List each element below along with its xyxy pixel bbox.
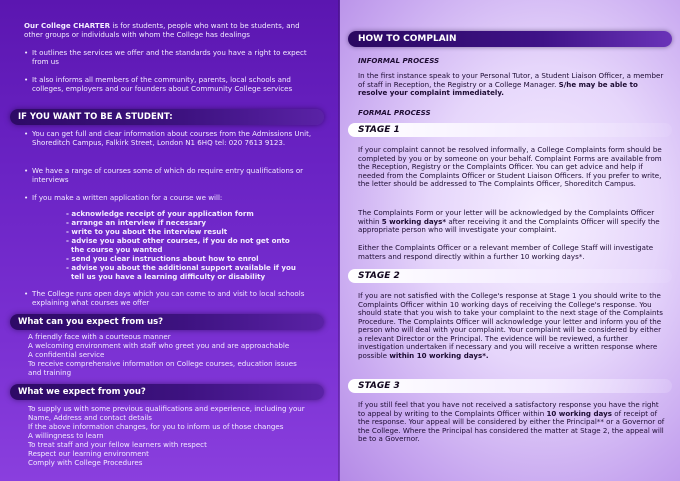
we-expect-item: If the above information changes, for you to inform us of those changes <box>28 422 284 431</box>
stage-3-paragraph <box>358 401 666 444</box>
student-bullet-1 <box>24 130 320 147</box>
how-to-complain-heading: HOW TO COMPLAIN <box>348 31 672 47</box>
application-list-item: - advise you about other courses, if you do not get onto <box>66 236 290 245</box>
stage-1-paragraph-2 <box>358 209 666 235</box>
expect-item: A confidential service <box>28 350 105 359</box>
bullet-icon: • <box>24 48 29 57</box>
student-bullet-2 <box>24 167 320 184</box>
intro-bullet-1 <box>24 49 320 66</box>
stage-1-p2-text: The Complaints Form or your letter will be acknowledged by the Complaints Officer within <box>358 208 655 226</box>
bullet-icon: • <box>24 166 29 175</box>
we-expect-item: Respect our learning environment <box>28 449 149 458</box>
expect-section-heading: What can you expect from us? <box>10 314 324 330</box>
expect-item: A welcoming environment with staff who greet you and are approachable <box>28 341 290 350</box>
expect-item: A friendly face with a courteous manner <box>28 332 171 341</box>
we-expect-item: To treat staff and your fellow learners with respect <box>28 440 207 449</box>
stage-1-paragraph-3: Either the Complaints Officer or a relevant member of College Staff will investigate matters and respond directly within a further 10 working days*. <box>358 243 654 261</box>
charter-intro-text: is for students, people who want to be students, and other groups or individuals with whom the College has dealings <box>24 21 300 39</box>
right-page <box>340 0 680 481</box>
bullet-icon: • <box>24 193 29 202</box>
we-expect-section-heading: What we expect from you? <box>10 384 324 400</box>
student-bullet-text: We have a range of courses some of which do require entry qualifications or interviews <box>32 166 304 184</box>
application-list-item: - send you clear instructions about how to enrol <box>66 254 259 263</box>
stage-1-heading: STAGE 1 <box>348 123 672 137</box>
we-expect-item: To supply us with some previous qualifications and experience, including your <box>28 404 305 413</box>
bullet-icon: • <box>24 75 29 84</box>
student-bullet-text: If you make a written application for a course we will: <box>32 193 223 202</box>
intro-bullet-2 <box>24 76 320 93</box>
informal-bold: S/he may be able to resolve your complaint immediately. <box>358 79 638 97</box>
stage-1-p2-rest: after receiving it and the Complaints Officer will specify the appropriate person who will investigate your complaint. <box>358 216 660 234</box>
expect-item: and training <box>28 368 72 377</box>
intro-bullet-text: It also informs all members of the community, parents, local schools and colleges, employers and our founders about Community College services <box>32 75 293 93</box>
stage-3-heading: STAGE 3 <box>348 379 672 393</box>
application-list-item: - arrange an interview if necessary <box>66 218 206 227</box>
informal-process-label: INFORMAL PROCESS <box>358 56 440 65</box>
application-list-item: tell us you have a learning difficulty or disability <box>66 272 266 281</box>
application-list-item: - acknowledge receipt of your application form <box>66 209 254 218</box>
stage-1-p2-bold: 5 working days* <box>381 216 447 226</box>
student-bullet-3 <box>24 194 320 203</box>
expect-item: To receive comprehensive information on College courses, education issues <box>28 359 297 368</box>
stage-3-bold: 10 working days <box>546 408 612 418</box>
charter-intro <box>24 22 320 39</box>
stage-3-rest: of receipt of the response. Your appeal will be considered by either the Principal** or a Governor of the College. Where the Principal has considered the matter at Stage 2, the appeal will be to a Governor. <box>358 408 665 443</box>
bullet-icon: • <box>24 129 29 138</box>
we-expect-item: Comply with College Procedures <box>28 458 143 467</box>
we-expect-item: Name, Address and contact details <box>28 413 152 422</box>
intro-bullet-text: It outlines the services we offer and the standards you have a right to expect from us <box>32 48 307 66</box>
stage-3-text: If you still feel that you have not received a satisfactory response you have the right to appeal by writing to the Complaints Officer within <box>358 400 659 418</box>
application-list-item: - advise you about the additional support available if you <box>66 263 296 272</box>
stage-2-paragraph <box>358 292 666 360</box>
application-list-item: - write to you about the interview result <box>66 227 228 236</box>
student-bullet-text: You can get full and clear information about courses from the Admissions Unit, Shoreditch Campus, Falkirk Street, London N1 6HQ tel: 020 7613 9123. <box>32 129 312 147</box>
student-section-heading: IF YOU WANT TO BE A STUDENT: <box>10 109 324 125</box>
informal-process-text <box>358 72 666 98</box>
stage-2-text: If you are not satisfied with the College's response at Stage 1 you should write to the Complaints Officer within 10 working days of receiving the College's response. You should state that you wish to take your complaint to the next stage of the Complaints Procedure. The Complaints Officer will acknowledge your letter and inform you of the person who will deal with your complaint. Your complaint will be considered by either a relevant Director or the Principal. The evidence will be reviewed, a further investigation undertaken if necessary and you will receive a written response where possible <box>358 291 663 360</box>
formal-process-label: FORMAL PROCESS <box>358 108 431 117</box>
stage-2-bold: within 10 working days*. <box>389 350 489 360</box>
application-list-item: the course you wanted <box>66 245 163 254</box>
we-expect-item: A willingness to learn <box>28 431 104 440</box>
stage-1-paragraph-1: If your complaint cannot be resolved informally, a College Complaints form should be completed by you or by someone on your behalf. Complaint Forms are available from the Reception, Registry or the Complaints Officer. You can get advice and help if needed from the Complaints Officer or Student Liaison Officers. If you prefer to write, the letter should be addressed to The Complaints Officer, Shoreditch Campus. <box>358 145 662 188</box>
stage-2-heading: STAGE 2 <box>348 269 672 283</box>
informal-text: In the first instance speak to your Personal Tutor, a Student Liaison Officer, a member of staff in Reception, the Registry or a College Manager. <box>358 71 664 89</box>
open-days-bullet <box>24 290 320 307</box>
bullet-icon: • <box>24 289 29 298</box>
open-days-text: The College runs open days which you can come to and visit to local schools explaining what courses we offer <box>32 289 305 307</box>
charter-intro-lead: Our College CHARTER <box>24 21 111 30</box>
